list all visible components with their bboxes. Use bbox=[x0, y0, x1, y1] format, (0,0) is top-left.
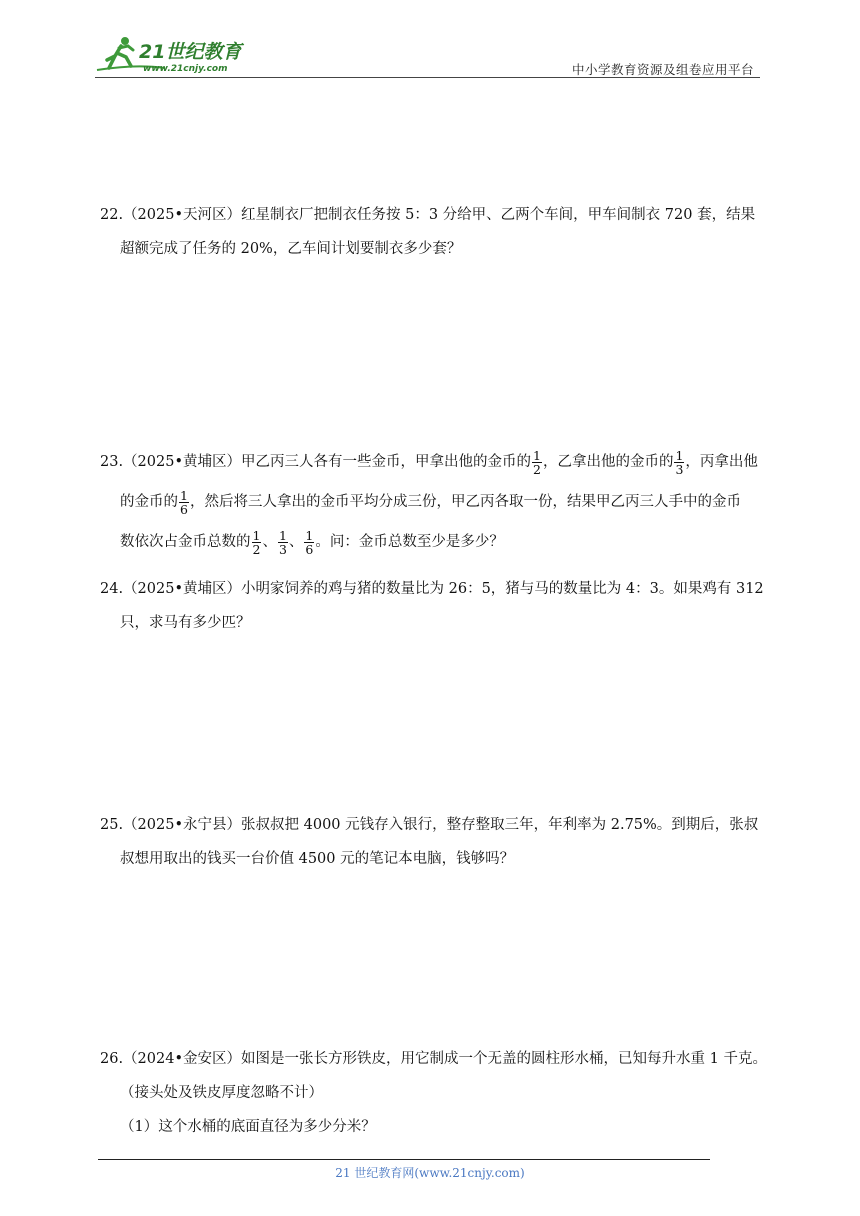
fraction-denominator: 3 bbox=[278, 541, 287, 557]
page-header bbox=[95, 30, 760, 78]
fraction-numerator: 1 bbox=[180, 487, 188, 503]
question-22-line-2: 超额完成了任务的 20%，乙车间计划要制衣多少套？ bbox=[120, 241, 462, 257]
question-24-line-2: 只，求马有多少匹？ bbox=[120, 615, 251, 631]
question-25-line-2: 叔想用取出的钱买一台价值 4500 元的笔记本电脑，钱够吗？ bbox=[120, 851, 515, 867]
fraction bbox=[252, 529, 262, 556]
fraction bbox=[179, 489, 189, 516]
fraction-denominator: 2 bbox=[252, 541, 261, 557]
question-26-line-3: （1）这个水桶的底面直径为多少分米？ bbox=[120, 1119, 376, 1135]
question-24-line-1: 24.（2025•黄埔区）小明家饲养的鸡与猪的数量比为 26：5，猪与马的数量比为 4：3。如果鸡有 312 bbox=[100, 581, 764, 597]
fraction-numerator: 1 bbox=[675, 447, 684, 463]
fraction bbox=[304, 529, 314, 556]
fraction-denominator: 6 bbox=[305, 541, 314, 557]
question-23-text: ，丙拿出他 bbox=[685, 454, 758, 470]
footer-text: 21 世纪教育网(www.21cnjy.com) bbox=[335, 1166, 525, 1180]
fraction-numerator: 1 bbox=[278, 527, 287, 543]
question-23-text: 。问：金币总数至少是多少？ bbox=[315, 534, 504, 550]
question-23-text: ，然后将三人拿出的金币平均分成三份，甲乙丙各取一份，结果甲乙丙三人手中的金币 bbox=[189, 494, 741, 510]
question-23-text: 、 bbox=[288, 534, 304, 550]
fraction-numerator: 1 bbox=[533, 447, 541, 463]
fraction-numerator: 1 bbox=[305, 527, 314, 543]
question-23-text: 23.（2025•黄埔区）甲乙丙三人各有一些金币，甲拿出他的金币的 bbox=[100, 454, 532, 470]
logo-main-text: 21世纪教育 bbox=[139, 41, 242, 63]
question-25 bbox=[100, 808, 762, 876]
footer-divider bbox=[98, 1159, 710, 1160]
question-26-line-1: 26.（2024•金安区）如图是一张长方形铁皮，用它制成一个无盖的圆柱形水桶，已知每升水重 1 千克。 bbox=[100, 1051, 767, 1067]
logo-url-text: www.21cnjy.com bbox=[143, 64, 228, 74]
question-23-line-1 bbox=[100, 442, 762, 482]
question-22 bbox=[100, 198, 762, 266]
header-divider bbox=[95, 77, 760, 78]
question-23-text: 数依次占金币总数的 bbox=[120, 534, 251, 550]
question-23-line-2 bbox=[100, 482, 762, 522]
question-24 bbox=[100, 572, 762, 640]
header-platform-text: 中小学教育资源及组卷应用平台 bbox=[571, 62, 754, 77]
fraction-denominator: 3 bbox=[675, 461, 684, 477]
question-26-line-2: （接头处及铁皮厚度忽略不计） bbox=[120, 1085, 323, 1101]
question-23-text: 、 bbox=[262, 534, 277, 550]
question-23 bbox=[100, 442, 762, 562]
fraction bbox=[278, 529, 288, 556]
fraction bbox=[674, 449, 684, 476]
fraction-denominator: 2 bbox=[533, 461, 541, 477]
logo bbox=[95, 34, 260, 74]
fraction-denominator: 6 bbox=[180, 501, 188, 517]
question-23-line-3 bbox=[100, 522, 762, 562]
question-22-line-1: 22.（2025•天河区）红星制衣厂把制衣任务按 5：3 分给甲、乙两个车间，甲车间制衣 720 套，结果 bbox=[100, 207, 756, 223]
fraction-numerator: 1 bbox=[252, 527, 261, 543]
question-23-text: 的金币的 bbox=[120, 494, 178, 510]
question-23-text: ，乙拿出他的金币的 bbox=[542, 454, 674, 470]
fraction bbox=[532, 449, 542, 476]
question-26 bbox=[100, 1042, 767, 1144]
question-25-line-1: 25.（2025•永宁县）张叔叔把 4000 元钱存入银行，整存整取三年，年利率为 2.75%。到期后，张叔 bbox=[100, 817, 759, 833]
